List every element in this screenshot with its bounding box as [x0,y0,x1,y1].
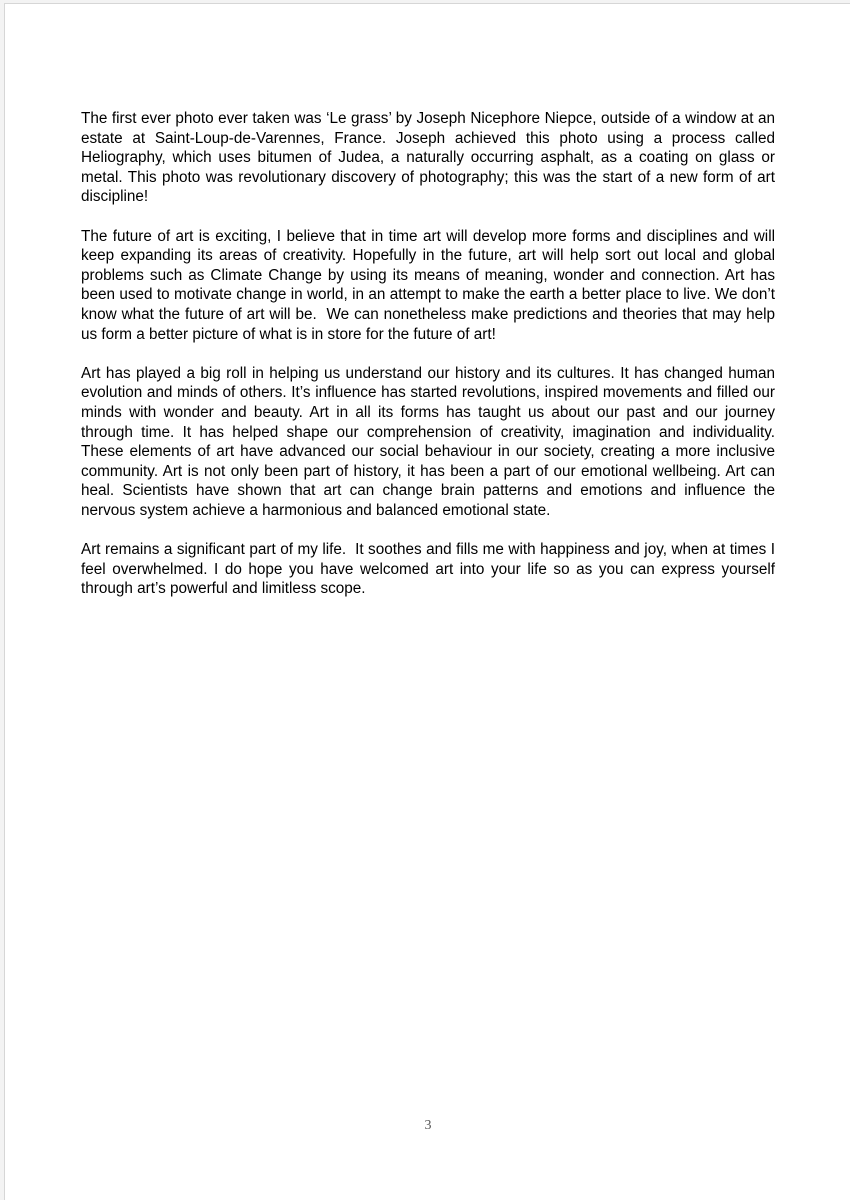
document-body [81,109,784,618]
paragraph-art-history: Art has played a big roll in helping us understand our history and its cultures. It has changed human evolution and minds of others. It’s influence has started revolutions, inspired movements and filled our minds with wonder and beauty. Art in all its forms has taught us about our past and our journey through time. It has helped shape our comprehension of creativity, imagination and individuality. These elements of art have advanced our social behaviour in our society, creating a more inclusive community. Art is not only been part of history, it has been a part of our emotional wellbeing. Art can heal. Scientists have shown that art can change brain patterns and emotions and influence the nervous system achieve a harmonious and balanced emotional state. [81,364,784,519]
paragraph-first-photo: The first ever photo ever taken was ‘Le grass’ by Joseph Nicephore Niepce, outside of a window at an estate at Saint-Loup-de-Varennes, France. Joseph achieved this photo using a process called Heliography, which uses bitumen of Judea, a naturally occurring asphalt, as a coating on glass or metal. This photo was revolutionary discovery of photography; this was the start of a new form of art discipline! [81,110,780,206]
document-page [4,3,850,1200]
paragraph-art-in-my-life: Art remains a significant part of my life. It soothes and fills me with happiness and joy, when at times I feel overwhelmed. I do hope you have welcomed art into your life so as you can express yourself through art’s powerful and limitless scope. [81,541,780,598]
paragraph-future-of-art: The future of art is exciting, I believe that in time art will develop more forms and disciplines and will keep expanding its areas of creativity. Hopefully in the future, art will help sort out local and global problems such as Climate Change by using its means of meaning, wonder and connection. Art has been used to motivate change in world, in an attempt to make the earth a better place to live. We don’t know what the future of art will be. We can nonetheless make predictions and theories that may help us form a better picture of what is in store for the future of art! [81,227,780,343]
page-number: 3 [424,1118,432,1133]
